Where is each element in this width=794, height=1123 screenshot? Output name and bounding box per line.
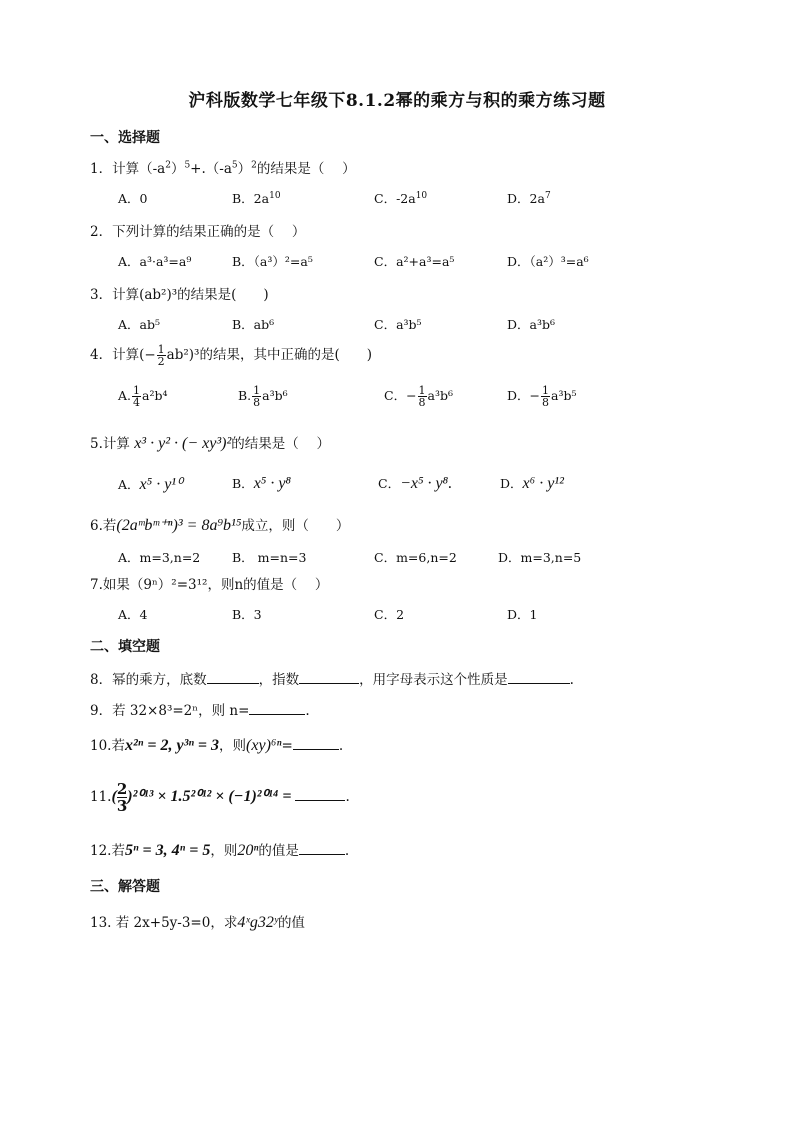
q1-option-b-text: B．2a [232,191,270,206]
q4-d-pre: D．− [507,388,540,403]
q3-option-d[interactable]: D．a³b⁶ [507,317,555,332]
q1-option-c[interactable] [374,189,427,207]
q4-d-num: 1 [542,384,549,397]
q5-option-d[interactable] [500,474,564,493]
q1-stem-a: 1．计算（-a [90,161,166,177]
q5-option-c[interactable] [378,474,452,493]
q8-text-a: 8．幂的乘方，底数 [90,672,207,688]
q4-b-num: 1 [253,384,261,397]
q7-option-d[interactable]: D．1 [507,607,538,622]
q5-d-label: D． [500,476,523,491]
q10-text-c: = [281,738,293,754]
q10-text-a: 10.若 [90,738,125,754]
q4-frac-num: 1 [157,343,165,356]
q6-option-c[interactable]: C．m=6,n=2 [374,550,457,565]
q9-text-a: 9．若 32×8³=2ⁿ，则 n= [90,703,250,719]
q4-option-d[interactable] [507,385,576,408]
q6-expression: (2aᵐbᵐ⁺ⁿ)³ = 8a⁹b¹⁵ [116,517,242,534]
q4-a-post: a²b⁴ [142,388,168,403]
q13-expression: 4ˣg32ʸ [237,914,278,931]
q8-text-c: ，用字母表示这个性质是 [359,672,508,688]
q6-stem-b: 成立，则（ ） [241,518,350,534]
q7-option-a[interactable]: A．4 [118,607,148,622]
q12-text-a: 12.若 [90,843,125,859]
q5-stem-a: 5.计算 [90,436,130,452]
q7-option-c[interactable]: C．2 [374,607,405,622]
q1-stem-c: +.（-a [190,161,232,177]
q11-text-a: 11. [90,789,112,805]
q1-stem-e: 的结果是（ ） [256,161,356,177]
q4-fraction [157,344,166,367]
q4-frac-den: 2 [157,355,165,368]
q11-text-b: . [345,789,350,805]
q5-a-label: A． [118,477,140,492]
q5-a-expr: x⁵ · y¹⁰ [139,476,183,493]
q9-blank[interactable] [249,702,305,715]
q1-stem-b: ） [170,161,185,177]
question-13 [90,911,305,932]
q1-exp-2: 5 [184,160,191,171]
q3-option-b[interactable]: B．ab⁶ [232,317,275,332]
q5-option-b[interactable] [232,474,291,493]
q2-option-d[interactable]: D．（a²）³=a⁶ [507,254,589,269]
question-4 [90,343,372,367]
q12-expression-2: 20ⁿ [237,842,259,859]
q6-option-a[interactable]: A．m=3,n=2 [118,550,201,565]
q4-option-c[interactable] [384,385,453,408]
q11-open-paren: ( [111,788,117,805]
q11-expression: )²⁰¹³ × 1.5²⁰¹² × (−1)²⁰¹⁴ = [127,788,296,805]
q3-option-a[interactable]: A．ab⁵ [118,317,160,332]
q1-option-c-text: C．-2a [374,191,416,206]
q4-c-pre: C．− [384,388,417,403]
question-10 [90,734,343,755]
q5-c-expr: −x⁵ · y⁸. [400,475,453,492]
section-fill: 二、填空题 [90,639,160,655]
q12-text-b: ，则 [210,843,238,859]
question-11 [90,781,350,814]
q4-a-pre: A. [118,388,132,403]
q4-stem-a: 4．计算(− [90,347,156,363]
q4-b-pre: B. [238,388,252,403]
q11-frac-num: 2 [116,780,128,798]
q4-c-num: 1 [418,384,426,397]
q1-exp-4: 2 [251,160,257,171]
q6-option-d[interactable]: D．m=3,n=5 [498,550,582,565]
q5-b-expr: x⁵ · y⁸ [253,475,292,492]
q1-option-d[interactable] [507,189,551,207]
q1-option-d-exp: 7 [544,190,551,201]
q4-b-frac [252,385,261,408]
q1-exp-1: 2 [165,160,171,171]
q4-a-den: 4 [133,396,141,409]
q1-option-d-text: D．2a [507,191,545,206]
question-8 [90,668,574,688]
q2-option-a[interactable]: A．a³·a³=a⁹ [118,254,192,269]
q1-option-b[interactable] [232,189,281,207]
q4-c-frac [418,385,427,408]
question-1 [90,157,356,177]
q10-text-b: ，则 [219,738,247,754]
question-2: 2．下列计算的结果正确的是（ ） [90,224,306,240]
q4-option-b[interactable] [238,385,288,408]
q8-text-d: . [569,672,574,688]
q11-fraction [117,781,127,814]
q4-d-frac [541,385,550,408]
q5-c-label: C． [378,476,401,491]
q12-text-c: 的值是 [258,843,299,859]
q8-blank-1[interactable] [207,671,259,684]
question-9 [90,699,310,719]
q5-expression: x³ · y² · (− xy³)² [134,435,232,452]
q1-option-c-exp: 10 [415,190,428,201]
q1-stem-d: ） [237,161,252,177]
q4-option-a[interactable] [118,385,168,408]
question-12 [90,839,349,860]
q1-option-b-exp: 10 [269,190,281,201]
q11-frac-den: 3 [116,797,128,815]
q4-a-frac [132,385,141,408]
question-3: 3．计算(ab²)³的结果是( ) [90,287,269,303]
q12-expression: 5ⁿ = 3, 4ⁿ = 5 [124,842,211,859]
page-title: 沪科版数学七年级下8.1.2幂的乘方与积的乘方练习题 [188,91,606,111]
section-choice: 一、选择题 [90,130,160,146]
q4-d-den: 8 [542,396,549,409]
q5-d-expr: x⁶ · y¹² [522,475,564,492]
q10-text-d: . [338,738,344,754]
q5-stem-b: 的结果是（ ） [231,436,331,452]
q4-d-post: a³b⁵ [551,388,577,403]
q10-blank[interactable] [293,737,339,750]
q1-option-a[interactable]: A．0 [118,191,148,206]
q4-stem-b: ab²)³的结果，其中正确的是( ) [166,347,372,363]
section-solve: 三、解答题 [90,879,160,895]
q8-text-b: ，指数 [258,672,300,688]
q9-text-b: . [305,703,310,719]
q4-c-post: a³b⁶ [427,388,454,403]
q2-option-b[interactable]: B．（a³）²=a⁵ [232,254,313,269]
question-6 [90,514,349,535]
question-7: 7.如果（9ⁿ）²=3¹²，则n的值是（ ） [90,577,329,593]
question-5 [90,432,330,453]
q11-blank[interactable] [295,788,345,801]
q6-stem-a: 6.若 [90,518,117,534]
q4-b-post: a³b⁶ [262,388,288,403]
q6-option-b[interactable]: B． m=n=3 [232,550,307,565]
q5-option-a[interactable] [118,474,183,494]
q2-option-c[interactable]: C．a²+a³=a⁵ [374,254,455,269]
q5-b-label: B． [232,476,254,491]
q10-expression: x²ⁿ = 2, y³ⁿ = 3 [124,737,220,754]
q8-blank-2[interactable] [299,671,359,684]
q4-a-num: 1 [133,384,141,397]
q3-option-c[interactable]: C．a³b⁵ [374,317,422,332]
q12-blank[interactable] [299,842,345,855]
q1-exp-3: 5 [231,160,238,171]
q4-c-den: 8 [418,396,426,409]
q7-option-b[interactable]: B．3 [232,607,262,622]
q4-b-den: 8 [253,396,261,409]
q8-blank-3[interactable] [508,671,570,684]
q13-text-b: 的值 [277,915,305,931]
q12-text-d: . [344,843,350,859]
q13-text-a: 13. 若 2x+5y-3=0，求 [90,915,238,931]
q10-expression-2: (xy)⁶ⁿ [246,737,282,754]
